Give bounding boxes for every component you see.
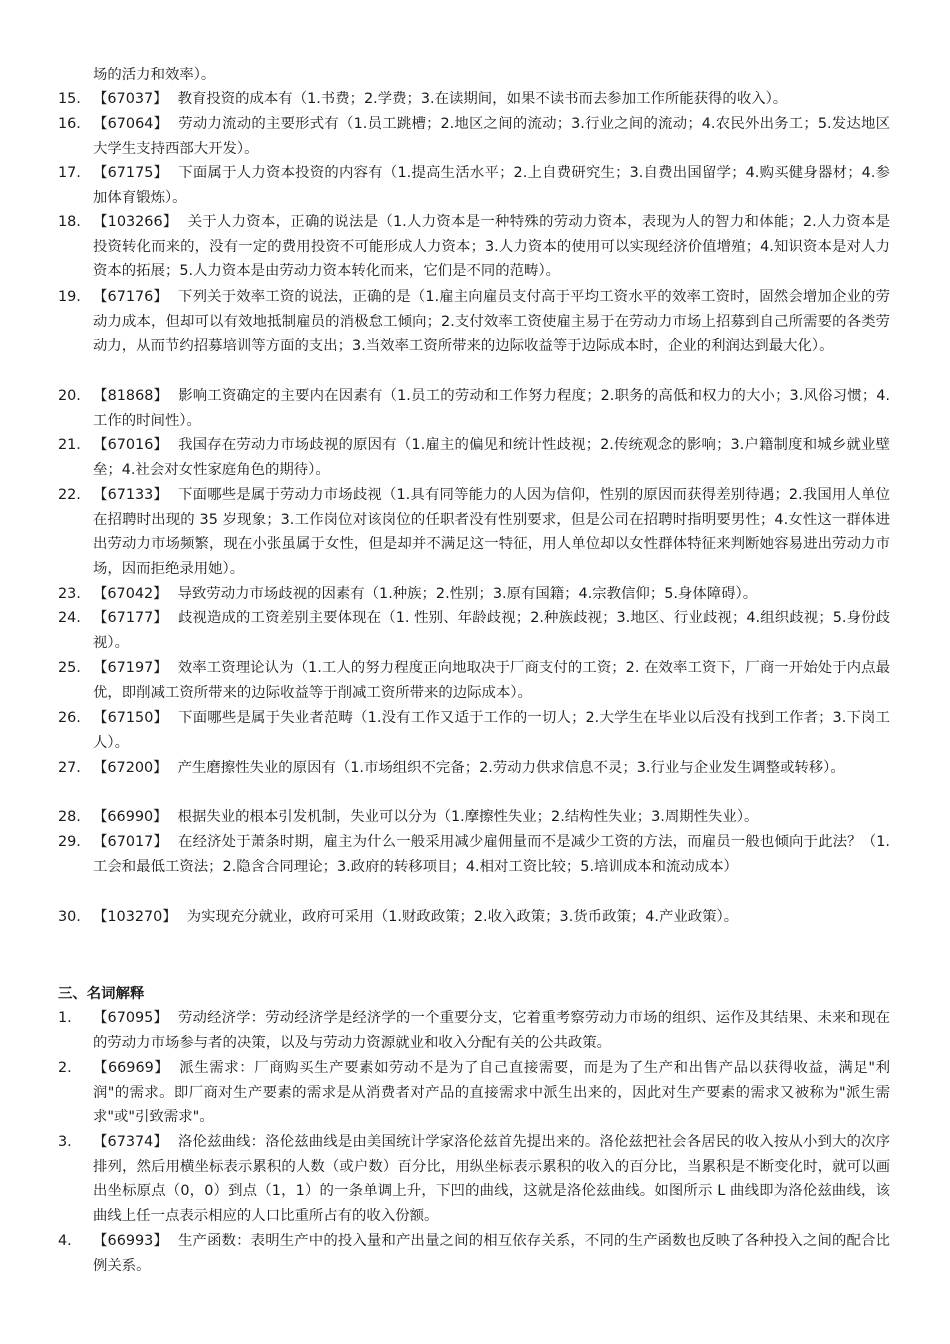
question-number: 23. bbox=[58, 586, 81, 602]
question-number: 24. bbox=[58, 610, 81, 626]
question-number: 30. bbox=[58, 909, 81, 925]
question-id: 【67016】 bbox=[93, 437, 169, 453]
question-number: 15. bbox=[58, 91, 81, 107]
question-number: 26. bbox=[58, 710, 81, 726]
question-id: 【67133】 bbox=[93, 487, 169, 503]
question-number: 19. bbox=[58, 289, 81, 305]
question-number: 17. bbox=[58, 165, 81, 181]
section-heading: 三、名词解释 bbox=[58, 986, 145, 1002]
question-text: 我国存在劳动力市场歧视的原因有（1.雇主的偏见和统计性歧视；2.传统观念的影响；3.户籍制度和城乡就业壁垒；4.社会对女性家庭角色的期待）。 bbox=[93, 437, 891, 478]
question-number: 22. bbox=[58, 487, 81, 503]
term-text: 洛伦兹曲线：洛伦兹曲线是由美国统计学家洛伦兹首先提出来的。洛伦兹把社会各居民的收入按从小到大的次序排列，然后用横坐标表示累积的人数（或户数）百分比，用纵坐标表示累积的收入的百分比，当累积是不断变化时，就可以画出坐标原点（0，0）到点（1，1）的一条单调上升，下凹的曲线，这就是洛伦兹曲线。如图所示 L 曲线即为洛伦兹曲线，该曲线上任一点表示相应的人口比重所占有的收入份额。 bbox=[93, 1134, 890, 1224]
question-text: 下面哪些是属于劳动力市场歧视（1.具有同等能力的人因为信仰，性别的原因而获得差别待遇；2.我国用人单位在招聘时出现的 35 岁现象；3.工作岗位对该岗位的任职者没有性别要求，但是公司在招聘时指明要男性；4.女性这一群体进出劳动力市场频繁，现在小张虽属于女性，但是却并不满足这一特征，用人单位却以女性群体特征来判断她容易进出劳动力市场，因而拒绝录用她）。 bbox=[93, 487, 890, 577]
question-number: 25. bbox=[58, 660, 81, 676]
term-id: 【67374】 bbox=[93, 1134, 168, 1150]
question-id: 【103266】 bbox=[93, 214, 178, 230]
question-id: 【67200】 bbox=[93, 760, 168, 776]
question-text: 下列关于效率工资的说法，正确的是（1.雇主向雇员支付高于平均工资水平的效率工资时，固然会增加企业的劳动力成本，但却可以有效地抵制雇员的消极怠工倾向；2.支付效率工资使雇主易于在劳动力市场上招募到自己所需要的各类劳动力，从而节约招募培训等方面的支出；3.当效率工资所带来的边际收益等于边际成本时，企业的利润达到最大化）。 bbox=[93, 289, 891, 355]
question-number: 20. bbox=[58, 388, 81, 404]
question-id: 【81868】 bbox=[93, 388, 169, 404]
question-text: 歧视造成的工资差别主要体现在（1. 性别、年龄歧视；2.种族歧视；3.地区、行业歧视；4.组织歧视；5.身份歧视）。 bbox=[93, 610, 891, 651]
question-id: 【67150】 bbox=[93, 710, 169, 726]
question-text: 劳动力流动的主要形式有（1.员工跳槽；2.地区之间的流动；3.行业之间的流动；4.农民外出务工；5.发达地区大学生支持西部大开发）。 bbox=[93, 116, 891, 157]
question-text: 影响工资确定的主要内在因素有（1.员工的劳动和工作努力程度；2.职务的高低和权力的大小；3.风俗习惯；4.工作的时间性）。 bbox=[93, 388, 890, 429]
term-text: 劳动经济学：劳动经济学是经济学的一个重要分支，它着重考察劳动力市场的组织、运作及其结果、未来和现在的劳动力市场参与者的决策，以及与劳动力资源就业和收入分配有关的公共政策。 bbox=[93, 1010, 890, 1051]
question-id: 【66990】 bbox=[93, 809, 168, 825]
term-number: 4. bbox=[58, 1233, 72, 1249]
question-id: 【67175】 bbox=[93, 165, 169, 181]
question-text: 在经济处于萧条时期，雇主为什么一般采用减少雇佣量而不是减少工资的方法，而雇员一般也倾向于此法？（1.工会和最低工资法；2.隐含合同理论；3.政府的转移项目；4.相对工资比较；5.培训成本和流动成本） bbox=[93, 834, 891, 875]
question-text: 下面哪些是属于失业者范畴（1.没有工作又适于工作的一切人；2.大学生在毕业以后没有找到工作者；3.下岗工人）。 bbox=[93, 710, 891, 751]
question-number: 28. bbox=[58, 809, 81, 825]
question-id: 【67037】 bbox=[93, 91, 168, 107]
question-number: 18. bbox=[58, 214, 81, 230]
term-number: 3. bbox=[58, 1134, 72, 1150]
term-id: 【66969】 bbox=[93, 1060, 170, 1076]
term-number: 1. bbox=[58, 1010, 72, 1026]
question-number: 29. bbox=[58, 834, 81, 850]
question-id: 【67176】 bbox=[93, 289, 169, 305]
term-number: 2. bbox=[58, 1060, 72, 1076]
question-id: 【67042】 bbox=[93, 586, 168, 602]
question-id: 【67197】 bbox=[93, 660, 168, 676]
question-number: 27. bbox=[58, 760, 81, 776]
question-text: 导致劳动力市场歧视的因素有（1.种族；2.性别；3.原有国籍；4.宗教信仰；5.身体障碍）。 bbox=[177, 586, 758, 602]
term-id: 【66993】 bbox=[93, 1233, 168, 1249]
continued-text: 场的活力和效率）。 bbox=[93, 67, 216, 83]
question-text: 根据失业的根本引发机制，失业可以分为（1.摩擦性失业；2.结构性失业；3.周期性失业）。 bbox=[177, 809, 759, 825]
question-text: 为实现充分就业，政府可采用（1.财政政策；2.收入政策；3.货币政策；4.产业政策）。 bbox=[186, 909, 739, 925]
question-text: 产生磨擦性失业的原因有（1.市场组织不完备；2.劳动力供求信息不灵；3.行业与企业发生调整或转移）。 bbox=[177, 760, 845, 776]
question-id: 【67017】 bbox=[93, 834, 169, 850]
term-text: 生产函数：表明生产中的投入量和产出量之间的相互依存关系，不同的生产函数也反映了各种投入之间的配合比例关系。 bbox=[93, 1233, 890, 1274]
question-number: 16. bbox=[58, 116, 81, 132]
question-id: 【67064】 bbox=[93, 116, 169, 132]
question-number: 21. bbox=[58, 437, 81, 453]
term-text: 派生需求：厂商购买生产要素如劳动不是为了自己直接需要，而是为了生产和出售产品以获得收益，满足"利润"的需求。即厂商对生产要素的需求是从消费者对产品的直接需求中派生出来的，因此对生产要素的需求又被称为"派生需求"或"引致需求"。 bbox=[93, 1060, 890, 1126]
term-id: 【67095】 bbox=[93, 1010, 168, 1026]
question-text: 效率工资理论认为（1.工人的努力程度正向地取决于厂商支付的工资；2. 在效率工资下，厂商一开始处于内点最优，即削减工资所带来的边际收益等于削减工资所带来的边际成本）。 bbox=[93, 660, 890, 701]
question-id: 【103270】 bbox=[93, 909, 177, 925]
question-text: 下面属于人力资本投资的内容有（1.提高生活水平；2.上自费研究生；3.自费出国留学；4.购买健身器材；4.参加体育锻炼）。 bbox=[93, 165, 891, 206]
question-text: 教育投资的成本有（1.书费；2.学费；3.在读期间，如果不读书而去参加工作所能获得的收入）。 bbox=[177, 91, 788, 107]
question-id: 【67177】 bbox=[93, 610, 168, 626]
question-text: 关于人力资本，正确的说法是（1.人力资本是一种特殊的劳动力资本，表现为人的智力和体能；2.人力资本是投资转化而来的，没有一定的费用投资不可能形成人力资本；3.人力资本的使用可以实现经济价值增殖；4.知识资本是对人力资本的拓展；5.人力资本是由劳动力资本转化而来，它们是不同的范畴）。 bbox=[93, 214, 891, 280]
